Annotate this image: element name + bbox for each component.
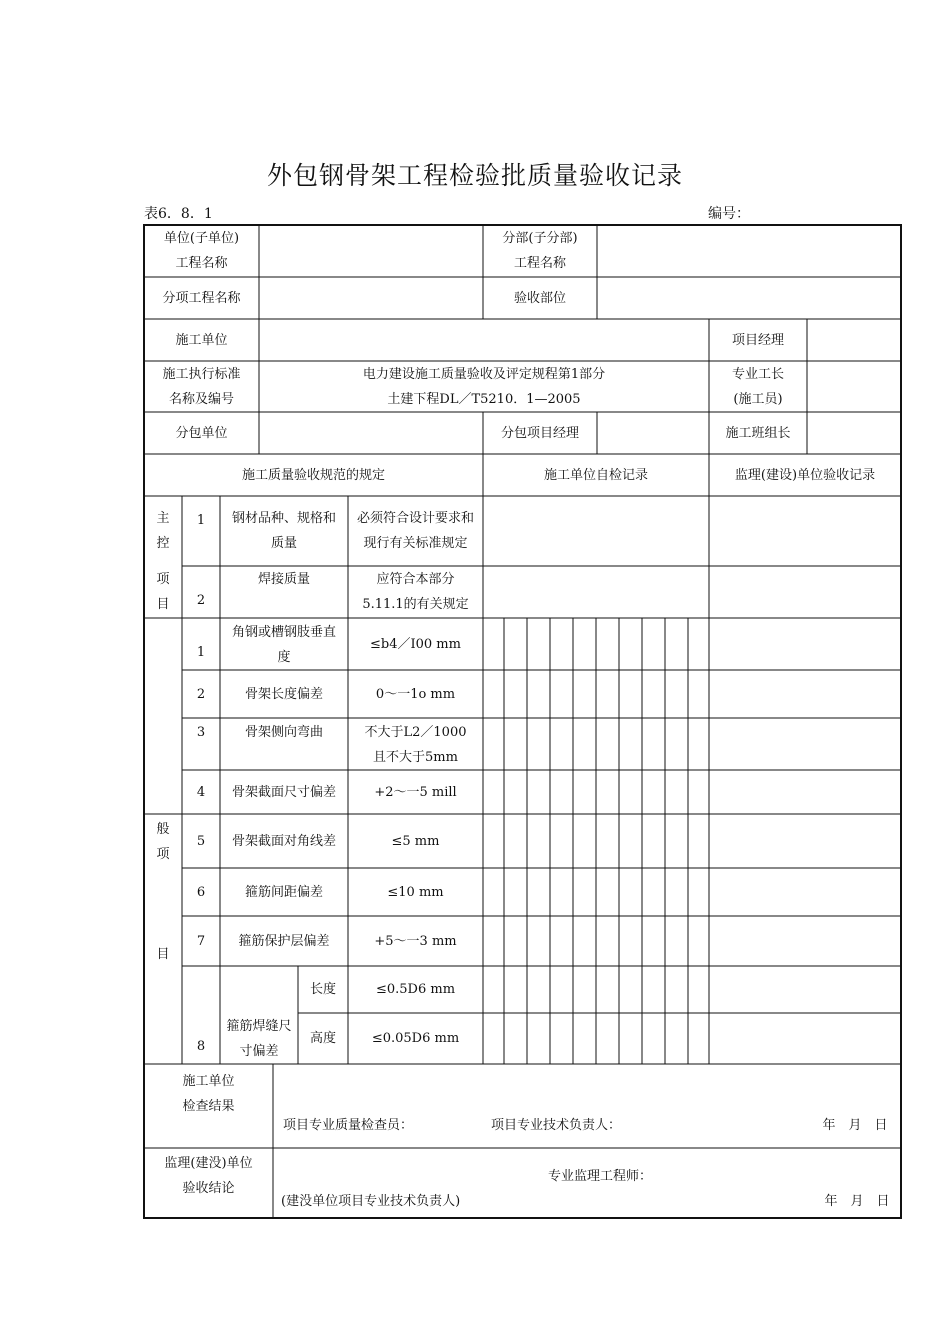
requirement: +5～一3 mm bbox=[374, 933, 457, 949]
contractor-label: 施工单位 bbox=[175, 332, 228, 348]
engineer-label: 专业监理工程师： bbox=[547, 1169, 652, 1184]
item-name: 骨架截面尺寸偏差 bbox=[231, 784, 336, 800]
requirement: 0～一1o mm bbox=[375, 686, 456, 702]
row-number: 2 bbox=[196, 686, 206, 702]
item-name: 钢材品种、规格和 质量 bbox=[231, 511, 336, 551]
accept-part-label: 验收部位 bbox=[513, 290, 566, 306]
requirement: 不大于L2／1000 且不大于5mm bbox=[364, 725, 467, 765]
general-cat-char: 目 bbox=[156, 947, 170, 962]
item-name-field[interactable] bbox=[259, 277, 483, 319]
inspector-label: 项目专业质量检查员： bbox=[283, 1118, 414, 1133]
supervisor-conclusion-label: 监理(建没)单位 验收结论 bbox=[164, 1156, 253, 1196]
serial-number-label: 编号： bbox=[708, 206, 750, 222]
accept-part-field[interactable] bbox=[597, 277, 901, 319]
main-cat-char: 控 bbox=[156, 536, 170, 551]
item-name: 角钢或槽钢肢垂直 度 bbox=[231, 625, 336, 665]
requirement: +2～一5 mill bbox=[374, 784, 457, 800]
standard-label: 施工执行标准 名称及编号 bbox=[162, 366, 241, 407]
owner-tech-lead-label: (建没单位项目专业技术负责人) bbox=[281, 1194, 461, 1209]
sub-item-height: 高度 bbox=[309, 1031, 336, 1046]
sub-item-length: 长度 bbox=[309, 982, 336, 997]
row-number: 1 bbox=[196, 644, 206, 660]
row-number: 6 bbox=[196, 884, 206, 900]
page-title: 外包钢骨架工程检验批质量验收记录 bbox=[266, 161, 683, 190]
item-name: 箍筋保护层偏差 bbox=[238, 933, 330, 949]
project-manager-label: 项目经理 bbox=[731, 332, 784, 348]
item-name-label: 分项工程名称 bbox=[162, 290, 241, 306]
row-number: 8 bbox=[196, 1039, 206, 1054]
self-check-header: 施工单位自检记录 bbox=[543, 467, 648, 483]
item-name: 箍筋焊缝尺 寸偏差 bbox=[226, 1019, 292, 1059]
row-number: 7 bbox=[196, 933, 206, 949]
sub-project-label: 分部(子分部) 工程名称 bbox=[502, 231, 578, 271]
requirement: ≤b4／I00 mm bbox=[370, 636, 461, 652]
date-label: 年 月 日 bbox=[824, 1194, 890, 1209]
sub-project-field[interactable] bbox=[597, 225, 901, 277]
supervisor-cell[interactable] bbox=[709, 496, 901, 566]
row-number: 5 bbox=[196, 833, 206, 849]
sub-pm-label: 分包项目经理 bbox=[500, 425, 579, 441]
supervisor-header: 监理(建设)单位验收记录 bbox=[734, 467, 876, 483]
date-label: 年 月 日 bbox=[822, 1118, 888, 1133]
team-leader-label: 施工班组长 bbox=[725, 425, 791, 441]
general-cat-char: 项 bbox=[156, 847, 170, 862]
requirement: ≤10 mm bbox=[387, 884, 444, 900]
row-number: 3 bbox=[196, 725, 206, 740]
team-leader-field[interactable] bbox=[807, 412, 901, 454]
row-number: 2 bbox=[196, 593, 206, 608]
self-check-cell[interactable] bbox=[483, 496, 709, 566]
foreman-field[interactable] bbox=[807, 361, 901, 412]
item-name: 箍筋间距偏差 bbox=[244, 884, 323, 900]
subcontractor-field[interactable] bbox=[259, 412, 483, 454]
row-number: 1 bbox=[196, 512, 206, 528]
main-cat-char: 目 bbox=[156, 597, 170, 612]
foreman-label: 专业工长 (施工员) bbox=[731, 366, 784, 407]
item-name: 骨架截面对角线差 bbox=[231, 833, 336, 849]
row-number: 4 bbox=[196, 784, 206, 800]
item-name: 焊接质量 bbox=[257, 572, 310, 587]
requirement: 应符合本部分 5.11.1的有关规定 bbox=[362, 572, 469, 612]
tech-lead-label: 项目专业技术负责人： bbox=[491, 1118, 622, 1133]
item-name: 骨架长度偏差 bbox=[244, 686, 323, 702]
requirement: 必须符合设计要求和 现行有关标准规定 bbox=[356, 511, 474, 551]
requirement: ≤0.05D6 mm bbox=[371, 1031, 460, 1046]
unit-name-label: 单位(子单位) 工程名称 bbox=[163, 231, 240, 271]
item-name: 骨架侧向弯曲 bbox=[244, 725, 323, 740]
requirement: ≤0.5D6 mm bbox=[375, 982, 456, 997]
contractor-field[interactable] bbox=[259, 319, 709, 361]
contractor-check-label: 施工单位 检查结果 bbox=[182, 1074, 235, 1114]
sub-pm-field[interactable] bbox=[597, 412, 709, 454]
requirement: ≤5 mm bbox=[391, 833, 440, 849]
table-number: 表6．8．1 bbox=[144, 206, 213, 222]
subcontractor-label: 分包单位 bbox=[175, 425, 228, 441]
standard-value: 电力建设施工质量验收及评定规程第1部分 土建下程DL／T5210．1—2005 bbox=[362, 366, 606, 407]
unit-name-field[interactable] bbox=[259, 225, 483, 277]
project-manager-field[interactable] bbox=[807, 319, 901, 361]
main-cat-char: 主 bbox=[156, 511, 170, 526]
general-cat-char: 般 bbox=[156, 822, 170, 837]
main-cat-char: 项 bbox=[156, 572, 170, 587]
spec-header: 施工质量验收规范的规定 bbox=[241, 467, 385, 483]
